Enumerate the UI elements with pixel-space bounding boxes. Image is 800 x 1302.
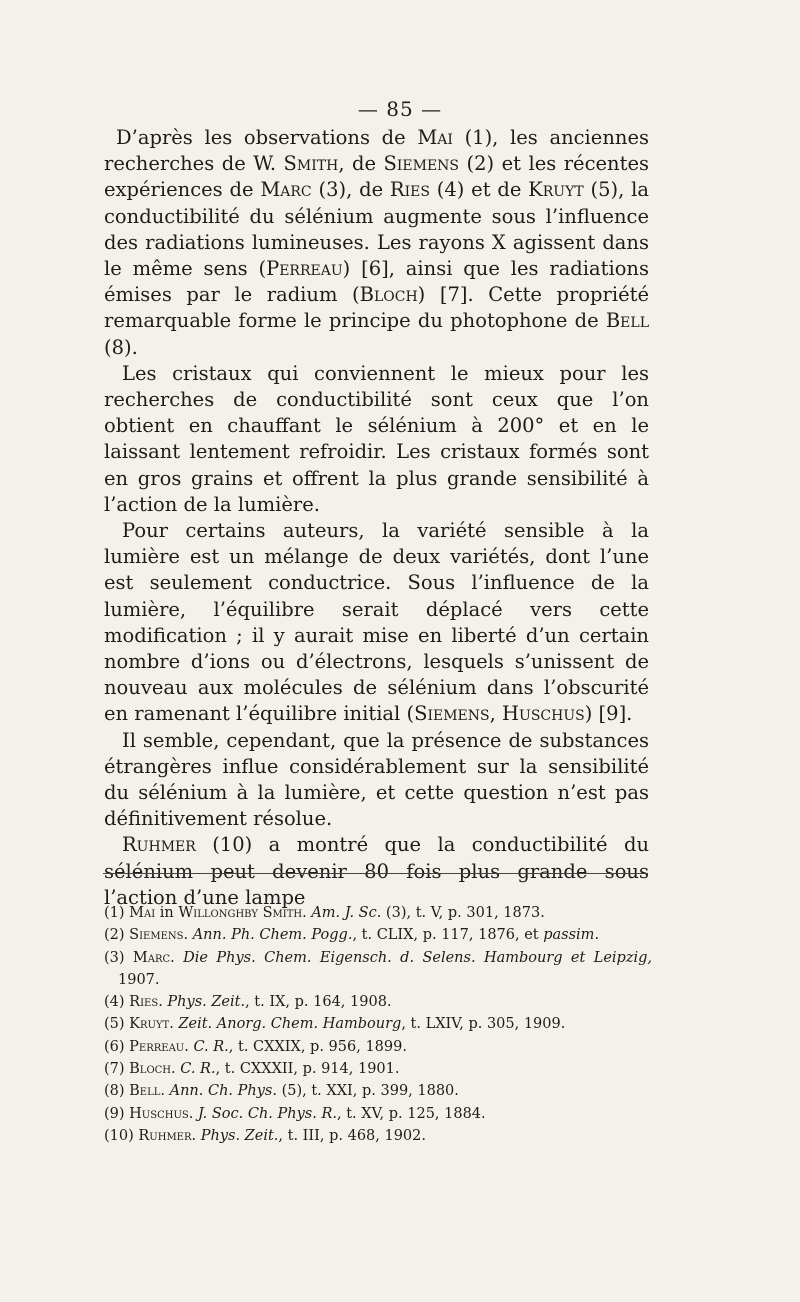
text-run: 1907. — [118, 971, 160, 988]
text-run: (5), t. XXI, p. 399, 1880. — [276, 1083, 459, 1100]
text-run: (6) — [104, 1038, 130, 1055]
text-run: . — [170, 949, 184, 966]
text-run: (1), les anciennes recherches de W. — [104, 126, 650, 176]
text-run: (8). — [104, 335, 138, 359]
author-name: Smith — [283, 152, 339, 176]
footnote — [104, 1080, 652, 1102]
text-run: ) [9]. — [584, 702, 633, 726]
citation-title: C. R. — [193, 1038, 229, 1055]
text-run: . — [184, 1038, 194, 1055]
text-run: , t. III, p. 468, 1902. — [278, 1127, 426, 1144]
author-name: Siemens — [414, 702, 490, 726]
footnote — [104, 1103, 652, 1125]
citation-title: J. Soc. Ch. Phys. R. — [197, 1105, 337, 1122]
body-text — [104, 125, 649, 911]
text-run: , t. XV, p. 125, 1884. — [337, 1105, 486, 1122]
author-name: Marc — [132, 949, 171, 966]
citation-title: Phys. Zeit. — [200, 1127, 279, 1144]
author-name: Huschus — [129, 1105, 189, 1122]
text-run: . — [169, 1016, 179, 1033]
text-run: D’après les observations de — [116, 126, 418, 149]
text-run: , t. IX, p. 164, 1908. — [245, 994, 392, 1011]
text-run: (3), de — [311, 178, 390, 202]
text-run: (1) — [104, 905, 130, 921]
author-name: Mai — [129, 905, 156, 921]
text-run: , t. LXIV, p. 305, 1909. — [401, 1016, 566, 1033]
footnote — [104, 902, 652, 924]
citation-title: Ann. Ph. Chem. Pogg. — [192, 927, 353, 944]
paragraph — [104, 361, 649, 518]
author-name: Bloch — [359, 283, 418, 307]
text-run: , t. CXXIX, p. 956, 1899. — [228, 1038, 407, 1055]
text-run: (8) — [104, 1083, 130, 1100]
text-run: (10) — [104, 1127, 139, 1144]
text-run: , — [489, 702, 503, 726]
text-run: (9) — [104, 1105, 130, 1122]
page-number: — 85 — — [357, 97, 443, 121]
footnote — [104, 1013, 652, 1035]
author-name: Perreau — [266, 257, 343, 281]
text-run: . — [160, 1083, 170, 1100]
author-name: Ruhmer — [138, 1127, 192, 1144]
author-name: Ruhmer — [122, 833, 196, 857]
footnote — [104, 991, 652, 1013]
author-name: Willonghby Smith — [178, 905, 303, 921]
text-run: Pour certains auteurs, la variété sensible à la lumière est un mélange de deux variétés, dont l’une est seulement conductrice. Sous l’influence de la lumière, l’équilibre serait déplacé vers cette modification ; il y aurait mise en liberté d’un certain nombre d’ions ou d’électrons, lesquels s’unissent de nouveau aux molécules de sélénium dans l’obscurité en ramenant l’équilibre initial ( — [104, 519, 649, 726]
paragraph — [104, 125, 649, 361]
author-name: Kruyt — [129, 1016, 170, 1033]
footnotes — [104, 902, 652, 1147]
text-run: , t. CLIX, p. 117, 1876, et — [352, 927, 544, 944]
citation-title: Zeit. Anorg. Chem. Hambourg — [178, 1016, 402, 1033]
text-run: . — [158, 994, 168, 1011]
author-name: Bloch — [129, 1061, 172, 1078]
author-name: Marc — [260, 178, 312, 202]
footnote — [104, 924, 652, 946]
text-run: (4) et de — [429, 178, 529, 202]
text-run: , t. CXXXII, p. 914, 1901. — [215, 1061, 400, 1078]
text-run: . — [191, 1127, 201, 1144]
author-name: Ries — [389, 178, 430, 202]
footnote — [104, 1058, 652, 1080]
author-name: Ries — [129, 994, 159, 1011]
paragraph — [104, 518, 649, 728]
author-name: Bell — [605, 309, 649, 333]
author-name: Bell — [129, 1083, 161, 1100]
text-run: (2) et les récentes expériences de — [104, 152, 649, 202]
text-run: ) [7]. Cette propriété remarquable forme le principe du photophone de — [104, 283, 649, 333]
author-name: Perreau — [129, 1038, 185, 1055]
author-name: Kruyt — [528, 178, 584, 202]
text-run: . — [302, 905, 312, 921]
author-name: Siemens — [129, 927, 184, 944]
text-run: . — [594, 927, 600, 944]
footnote — [104, 1125, 652, 1147]
citation-title: Phys. Zeit. — [167, 994, 246, 1011]
footnote — [104, 1036, 652, 1058]
author-name: Huschus — [502, 702, 585, 726]
paragraph — [104, 728, 649, 833]
footnote-separator — [103, 873, 648, 874]
paragraph — [104, 832, 649, 911]
text-run: . — [183, 927, 193, 944]
text-run: Il semble, cependant, que la présence de substances étrangères influe considérablement sur la sensibilité du sélénium à la lumière, et cette question n’est pas définitivement résolue. — [104, 728, 649, 831]
footnote — [104, 947, 652, 992]
citation-title: passim — [543, 927, 595, 944]
citation-title: C. R. — [180, 1061, 216, 1078]
text-run: (2) — [104, 927, 130, 944]
text-run: . — [188, 1105, 198, 1122]
text-run: Les cristaux qui conviennent le mieux pour les recherches de conductibilité sont ceux que l’on obtient en chauffant le sélénium à 200° et en le laissant lentement refroidir. Les cristaux formés sont en gros grains et offrent la plus grande sensibilité à l’action de la lumière. — [104, 361, 649, 516]
text-run: (7) — [104, 1061, 130, 1078]
author-name: Siemens — [383, 152, 460, 176]
author-name: Mai — [417, 126, 453, 149]
citation-title: Ann. Ch. Phys. — [169, 1083, 277, 1100]
text-run: (5) — [104, 1016, 130, 1033]
text-run: , de — [338, 152, 384, 176]
text-run: (10) a montré que la conductibilité du sélénium peut devenir 80 fois plus grande sous l’action d’une lampe — [104, 833, 649, 909]
citation-title: Am. J. Sc. — [311, 905, 382, 921]
text-run: (4) — [104, 994, 130, 1011]
text-run: (5), la conductibilité du sélénium augmente sous l’influence des radiations lumineuses. Les rayons X agissent dans le même sens ( — [104, 178, 649, 281]
text-run: (3), t. V, p. 301, 1873. — [381, 905, 545, 921]
text-run: (3) — [104, 949, 133, 966]
text-run: . — [171, 1061, 181, 1078]
text-run: ) [6], ainsi que les radiations émises par le radium ( — [104, 257, 650, 307]
text-run: in — [155, 905, 179, 921]
citation-title: Die Phys. Chem. Eigensch. d. Selens. Hambourg et Leipzig, — [183, 949, 653, 966]
